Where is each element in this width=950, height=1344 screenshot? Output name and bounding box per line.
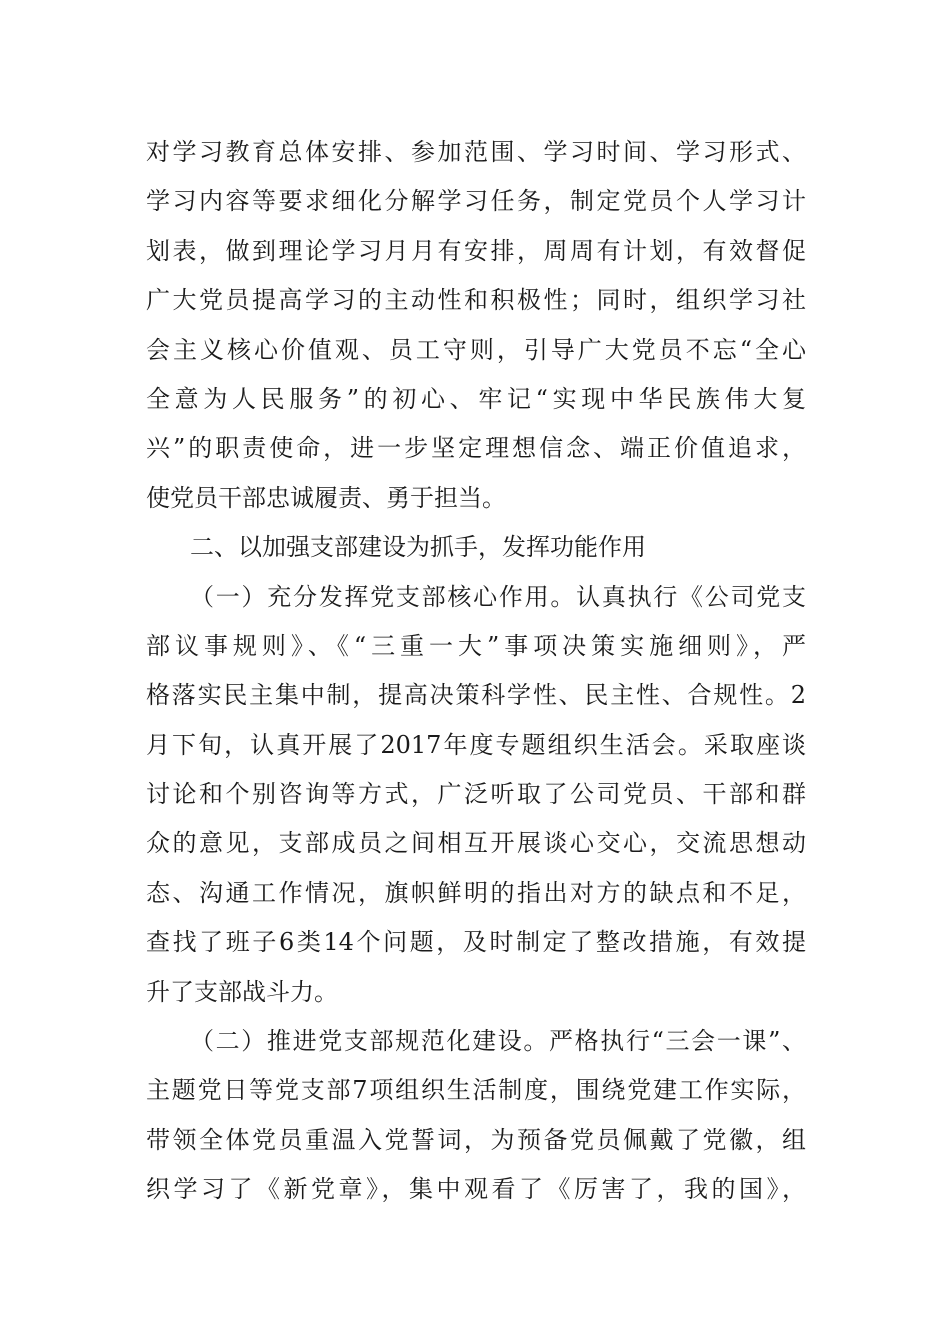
text-line: 兴”的职责使命，进一步坚定理想信念、端正价值追求，: [146, 434, 806, 463]
text-line: 划表，做到理论学习月月有安排，周周有计划，有效督促: [146, 236, 806, 265]
text-line: 广大党员提高学习的主动性和积极性；同时，组织学习社: [146, 286, 806, 315]
section-heading: 二、以加强支部建设为抓手，发挥功能作用: [190, 533, 646, 562]
text-line: （一）充分发挥党支部核心作用。认真执行《公司党支: [190, 582, 806, 611]
text-line: 带领全体党员重温入党誓词，为预备党员佩戴了党徽，组: [146, 1125, 806, 1154]
text-line: 月下旬，认真开展了2017年度专题组织生活会。采取座谈: [146, 730, 806, 759]
text-line: （二）推进党支部规范化建设。严格执行“三会一课”、: [190, 1027, 806, 1056]
text-line: 主题党日等党支部7项组织生活制度，围绕党建工作实际，: [146, 1076, 806, 1105]
text-line: 织学习了《新党章》，集中观看了《厉害了，我的国》，: [146, 1175, 806, 1204]
text-line: 态、沟通工作情况，旗帜鲜明的指出对方的缺点和不足，: [146, 878, 806, 907]
text-line: 格落实民主集中制，提高决策科学性、民主性、合规性。2: [146, 681, 806, 710]
body-text: [146, 128, 806, 1215]
text-line: 对学习教育总体安排、参加范围、学习时间、学习形式、: [146, 138, 806, 166]
text-line: 学习内容等要求细化分解学习任务，制定党员个人学习计: [146, 187, 806, 216]
text-line: 查找了班子6类14个问题，及时制定了整改措施，有效提: [146, 928, 806, 957]
text-line: 全意为人民服务”的初心、牢记“实现中华民族伟大复: [146, 384, 806, 413]
text-line: 使党员干部忠诚履责、勇于担当。: [146, 483, 506, 512]
text-line: 部议事规则》、《“三重一大”事项决策实施细则》，严: [146, 631, 806, 660]
text-line: 讨论和个别咨询等方式，广泛听取了公司党员、干部和群: [146, 780, 806, 809]
text-line: 升了支部战斗力。: [146, 977, 338, 1006]
text-line: 会主义核心价值观、员工守则，引导广大党员不忘“全心: [146, 335, 806, 364]
text-line: 众的意见，支部成员之间相互开展谈心交心，交流思想动: [146, 829, 806, 858]
